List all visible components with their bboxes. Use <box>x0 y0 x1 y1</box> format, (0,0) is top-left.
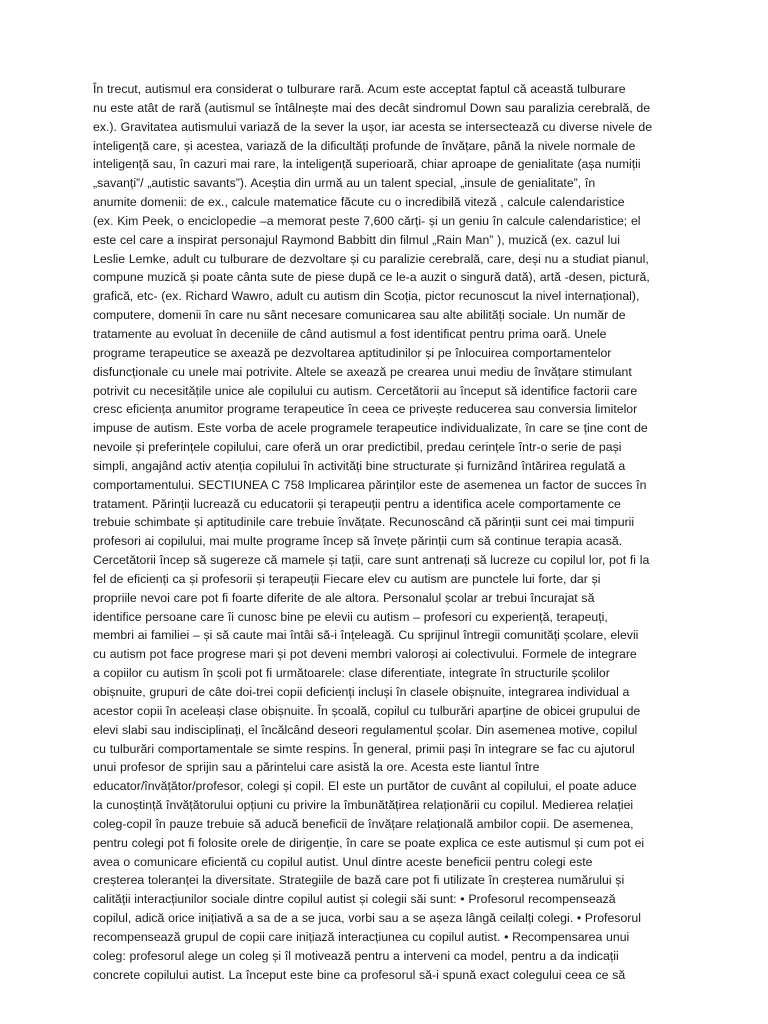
text-line: educator/învățător/profesor, colegi și copil. El este un purtător de cuvânt al copilului, el poate aduce <box>93 779 637 794</box>
text-line: acestor copii în aceleași clase obișnuite. În școală, copilul cu tulburări aparține de obicei grupului de <box>93 703 641 718</box>
text-line: tratament. Părinții lucrează cu educatorii și terapeuții pentru a identifica acele comportamente ce <box>93 496 621 511</box>
text-line: concrete copilului autist. La început este bine ca profesorul să-i spună exact colegului ceea ce să <box>93 967 626 982</box>
text-line: cu tulburări comportamentale se simte respins. În general, primii pași în integrare se fac cu ajutorul <box>93 741 635 756</box>
text-line: la cunoștință învățătorului opțiuni cu privire la îmbunătățirea relaționării cu copilul. Medierea relației <box>93 798 634 813</box>
text-line: anumite domenii: de ex., calcule matematice făcute cu o incredibilă viteză , calcule calendaristice <box>93 195 625 210</box>
text-line: (ex. Kim Peek, o enciclopedie –a memorat peste 7,600 cărți- și un geniu în calcule calendaristice; el <box>93 213 641 228</box>
text-line: Cercetătorii încep să sugereze că mamele și tații, care sunt antrenați să lucreze cu copilul lor, pot fi la <box>93 553 650 568</box>
text-line: În trecut, autismul era considerat o tulburare rară. Acum este acceptat faptul că această tulburare <box>93 82 626 96</box>
text-line: avea o comunicare eficientă cu copilul autist. Unul dintre aceste beneficii pentru colegi este <box>93 854 593 869</box>
text-line: Leslie Lemke, adult cu tulburare de dezvoltare și cu paralizie cerebrală, care, deși nu a studiat pianul, <box>93 251 649 266</box>
text-line: membri ai familiei – și să caute mai întâi să-i înțeleagă. Cu sprijinul întregii comunități școlare, elevii <box>93 628 639 643</box>
text-line: nevoile și preferințele copilului, care oferă un orar predictibil, predau cerințele într-o serie de pași <box>93 440 622 455</box>
text-line: calității interacțiunilor sociale dintre copilul autist și colegii săi sunt: • Profesorul recompensează <box>93 892 616 907</box>
text-line: inteligență care, și acestea, variază de la dificultăți profunde de învățare, până la nivele normale de <box>93 138 636 153</box>
text-line: compune muzică și poate cânta sute de piese după ce le-a auzit o singură dată), artă -desen, pictură, <box>93 270 650 285</box>
text-line: cu autism pot face progrese mari și pot deveni membri valoroși ai colectivului. Formele de integrare <box>93 647 637 662</box>
text-line: fel de eficienți ca și profesorii și terapeuții Fiecare elev cu autism are punctele lui forte, dar și <box>93 571 601 586</box>
text-line: computere, domenii în care nu sânt necesare comunicarea sau alte abilități sociale. Un număr de <box>93 308 626 323</box>
text-line: creșterea toleranței la diversitate. Strategiile de bază care pot fi utilizate în creșterea numărului și <box>93 873 625 888</box>
text-line: este cel care a inspirat personajul Raymond Babbitt din filmul „Rain Man” ), muzică (ex. cazul lui <box>93 232 620 247</box>
text-line: copilul, adică orice inițiativă a sa de a se juca, vorbi sau a se așeza lângă ceilalți colegi. • Profesorul <box>93 911 641 926</box>
text-line: grafică, etc- (ex. Richard Wawro, adult cu autism din Scoția, pictor recunoscut la nivel internațional), <box>93 289 640 304</box>
text-line: recompensează grupul de copii care inițiază interacțiunea cu copilul autist. • Recompensarea unui <box>93 929 630 944</box>
text-line: trebuie schimbate și aptitudinile care trebuie învățate. Recunoscând că părinții sunt cei mai timpurii <box>93 515 635 530</box>
text-line: ex.). Gravitatea autismului variază de la sever la ușor, iar acesta se intersectează cu diverse nivele de <box>93 119 653 134</box>
text-line: coleg-copil în pauze trebuie să aducă beneficii de învățare relațională ambilor copii. De asemenea, <box>93 816 634 831</box>
text-line: impuse de autism. Este vorba de acele programele terapeutice individualizate, în care se ține cont de <box>93 421 648 436</box>
text-line: potrivit cu necesitățile unice ale copilului cu autism. Cercetătorii au început să identifice factorii care <box>93 383 638 398</box>
text-line: identifice persoane care îi cunosc bine pe elevii cu autism – profesori cu experiență, terapeuți, <box>93 609 608 624</box>
text-line: pentru colegi pot fi folosite orele de dirigenție, în care se poate explica ce este autismul și cum pot ei <box>93 835 645 850</box>
text-line: nu este atât de rară (autismul se întâlnește mai des decât sindromul Down sau paralizia cerebrală, de <box>93 100 651 115</box>
text-line: elevi slabi sau indisciplinați, el încălcând deseori regulamentul școlar. Din asemenea motive, copilul <box>93 722 638 737</box>
text-line: disfuncționale cu unele mai potrivite. Altele se axează pe crearea unui mediu de învățare stimulant <box>93 364 632 379</box>
text-line: profesori ai copilului, mai multe programe încep să învețe părinții cum să continue terapia acasă. <box>93 534 623 549</box>
text-line: propriile nevoi care pot fi foarte diferite de ale altora. Personalul școlar ar trebui încurajat să <box>93 590 595 605</box>
text-line: „savanți”/ „autistic savants”). Aceștia din urmă au un talent special, „insule de genialitate”, în <box>93 176 596 191</box>
text-line: simpli, angajând activ atenția copilului în activități bine structurate și furnizând întărirea regulată a <box>93 458 626 473</box>
text-line: cresc eficiența anumitor programe terapeutice în ceea ce privește reducerea sau conversia limitelor <box>93 402 638 417</box>
text-line: comportamentului. SECTIUNEA C 758 Implicarea părinților este de asemenea un factor de succes în <box>93 477 647 492</box>
text-line: obișnuite, grupuri de câte doi-trei copii deficienți incluși în clasele obișnuite, integrarea individual a <box>93 685 630 699</box>
text-line: tratamente au evoluat în deceniile de când autismul a fost identificat pentru prima oară. Unele <box>93 326 607 341</box>
text-line: inteligență sau, în cazuri mai rare, la inteligență superioară, chiar aproape de genialitate (așa numiții <box>93 157 641 172</box>
body-text-paragraph <box>93 80 676 985</box>
text-line: unui profesor de sprijin sau a părintelui care asistă la ore. Acesta este liantul între <box>93 760 540 775</box>
text-line: programe terapeutice se axează pe dezvoltarea aptitudinilor și pe înlocuirea comportamentelor <box>93 345 612 360</box>
text-line: a copiilor cu autism în școli pot fi următoarele: clase diferentiate, integrate în structurile școlilor <box>93 666 610 681</box>
text-line: coleg: profesorul alege un coleg și îl motivează pentru a interveni ca model, pentru a da indicații <box>93 948 619 963</box>
